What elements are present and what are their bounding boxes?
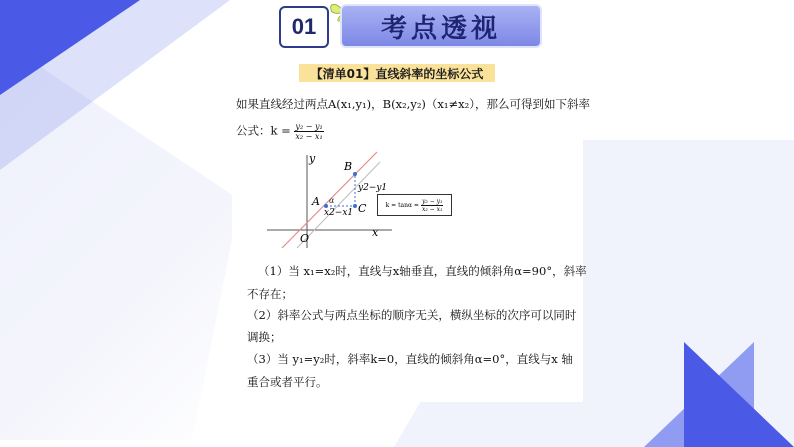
background-triangle-top-left	[0, 0, 140, 95]
fraction-denominator: x₂ − x₁	[295, 132, 323, 141]
note-1-line-1: （1）当 x₁=x₂时，直线与x轴垂直，直线的倾斜角α=90°，斜率	[258, 264, 587, 278]
slope-fraction	[294, 122, 323, 141]
intro-line: 如果直线经过两点A(x₁,y₁)，B(x₂,y₂)（x₁≠x₂），那么可得到如下斜率	[236, 97, 590, 111]
origin-label: O	[300, 232, 310, 245]
point-b-marker	[353, 172, 357, 176]
point-a-label: A	[312, 195, 320, 208]
x-axis-label: x	[372, 226, 379, 239]
section-number-badge: 01	[279, 6, 329, 48]
rise-label: y2−y1	[358, 183, 388, 193]
note-3-line-2: 重合或者平行。	[247, 375, 328, 389]
note-3-line-1: （3）当 y₁=y₂时，斜率k=0，直线的倾斜角α=0°，直线与x 轴	[247, 352, 573, 366]
note-1-line-2: 不存在；	[247, 287, 293, 301]
note-2-line-2: 调换；	[247, 330, 282, 344]
point-b-label: B	[344, 160, 353, 173]
y-axis-label: y	[309, 152, 316, 165]
formula-line	[236, 122, 324, 141]
parallel-line	[297, 162, 380, 248]
run-label: x2−x1	[324, 208, 354, 218]
point-c-label: C	[358, 202, 367, 215]
tangent-formula-box	[377, 194, 452, 216]
tangent-denominator: x₂ − x₁	[421, 205, 443, 213]
section-title-banner: 考点透视	[340, 4, 542, 48]
formula-label: 公式：k =	[236, 123, 291, 138]
point-c-marker	[353, 204, 357, 208]
list-title: 【清单01】直线斜率的坐标公式	[299, 64, 495, 82]
note-2-line-1: （2）斜率公式与两点坐标的顺序无关，横纵坐标的次序可以同时	[247, 308, 577, 322]
angle-label: α	[329, 196, 335, 205]
tangent-fraction	[421, 198, 443, 213]
tangent-numerator: y₂ − y₁	[421, 197, 443, 205]
fraction-numerator: y₂ − y₁	[295, 122, 323, 131]
tangent-formula-left: k = tanα =	[385, 201, 419, 209]
